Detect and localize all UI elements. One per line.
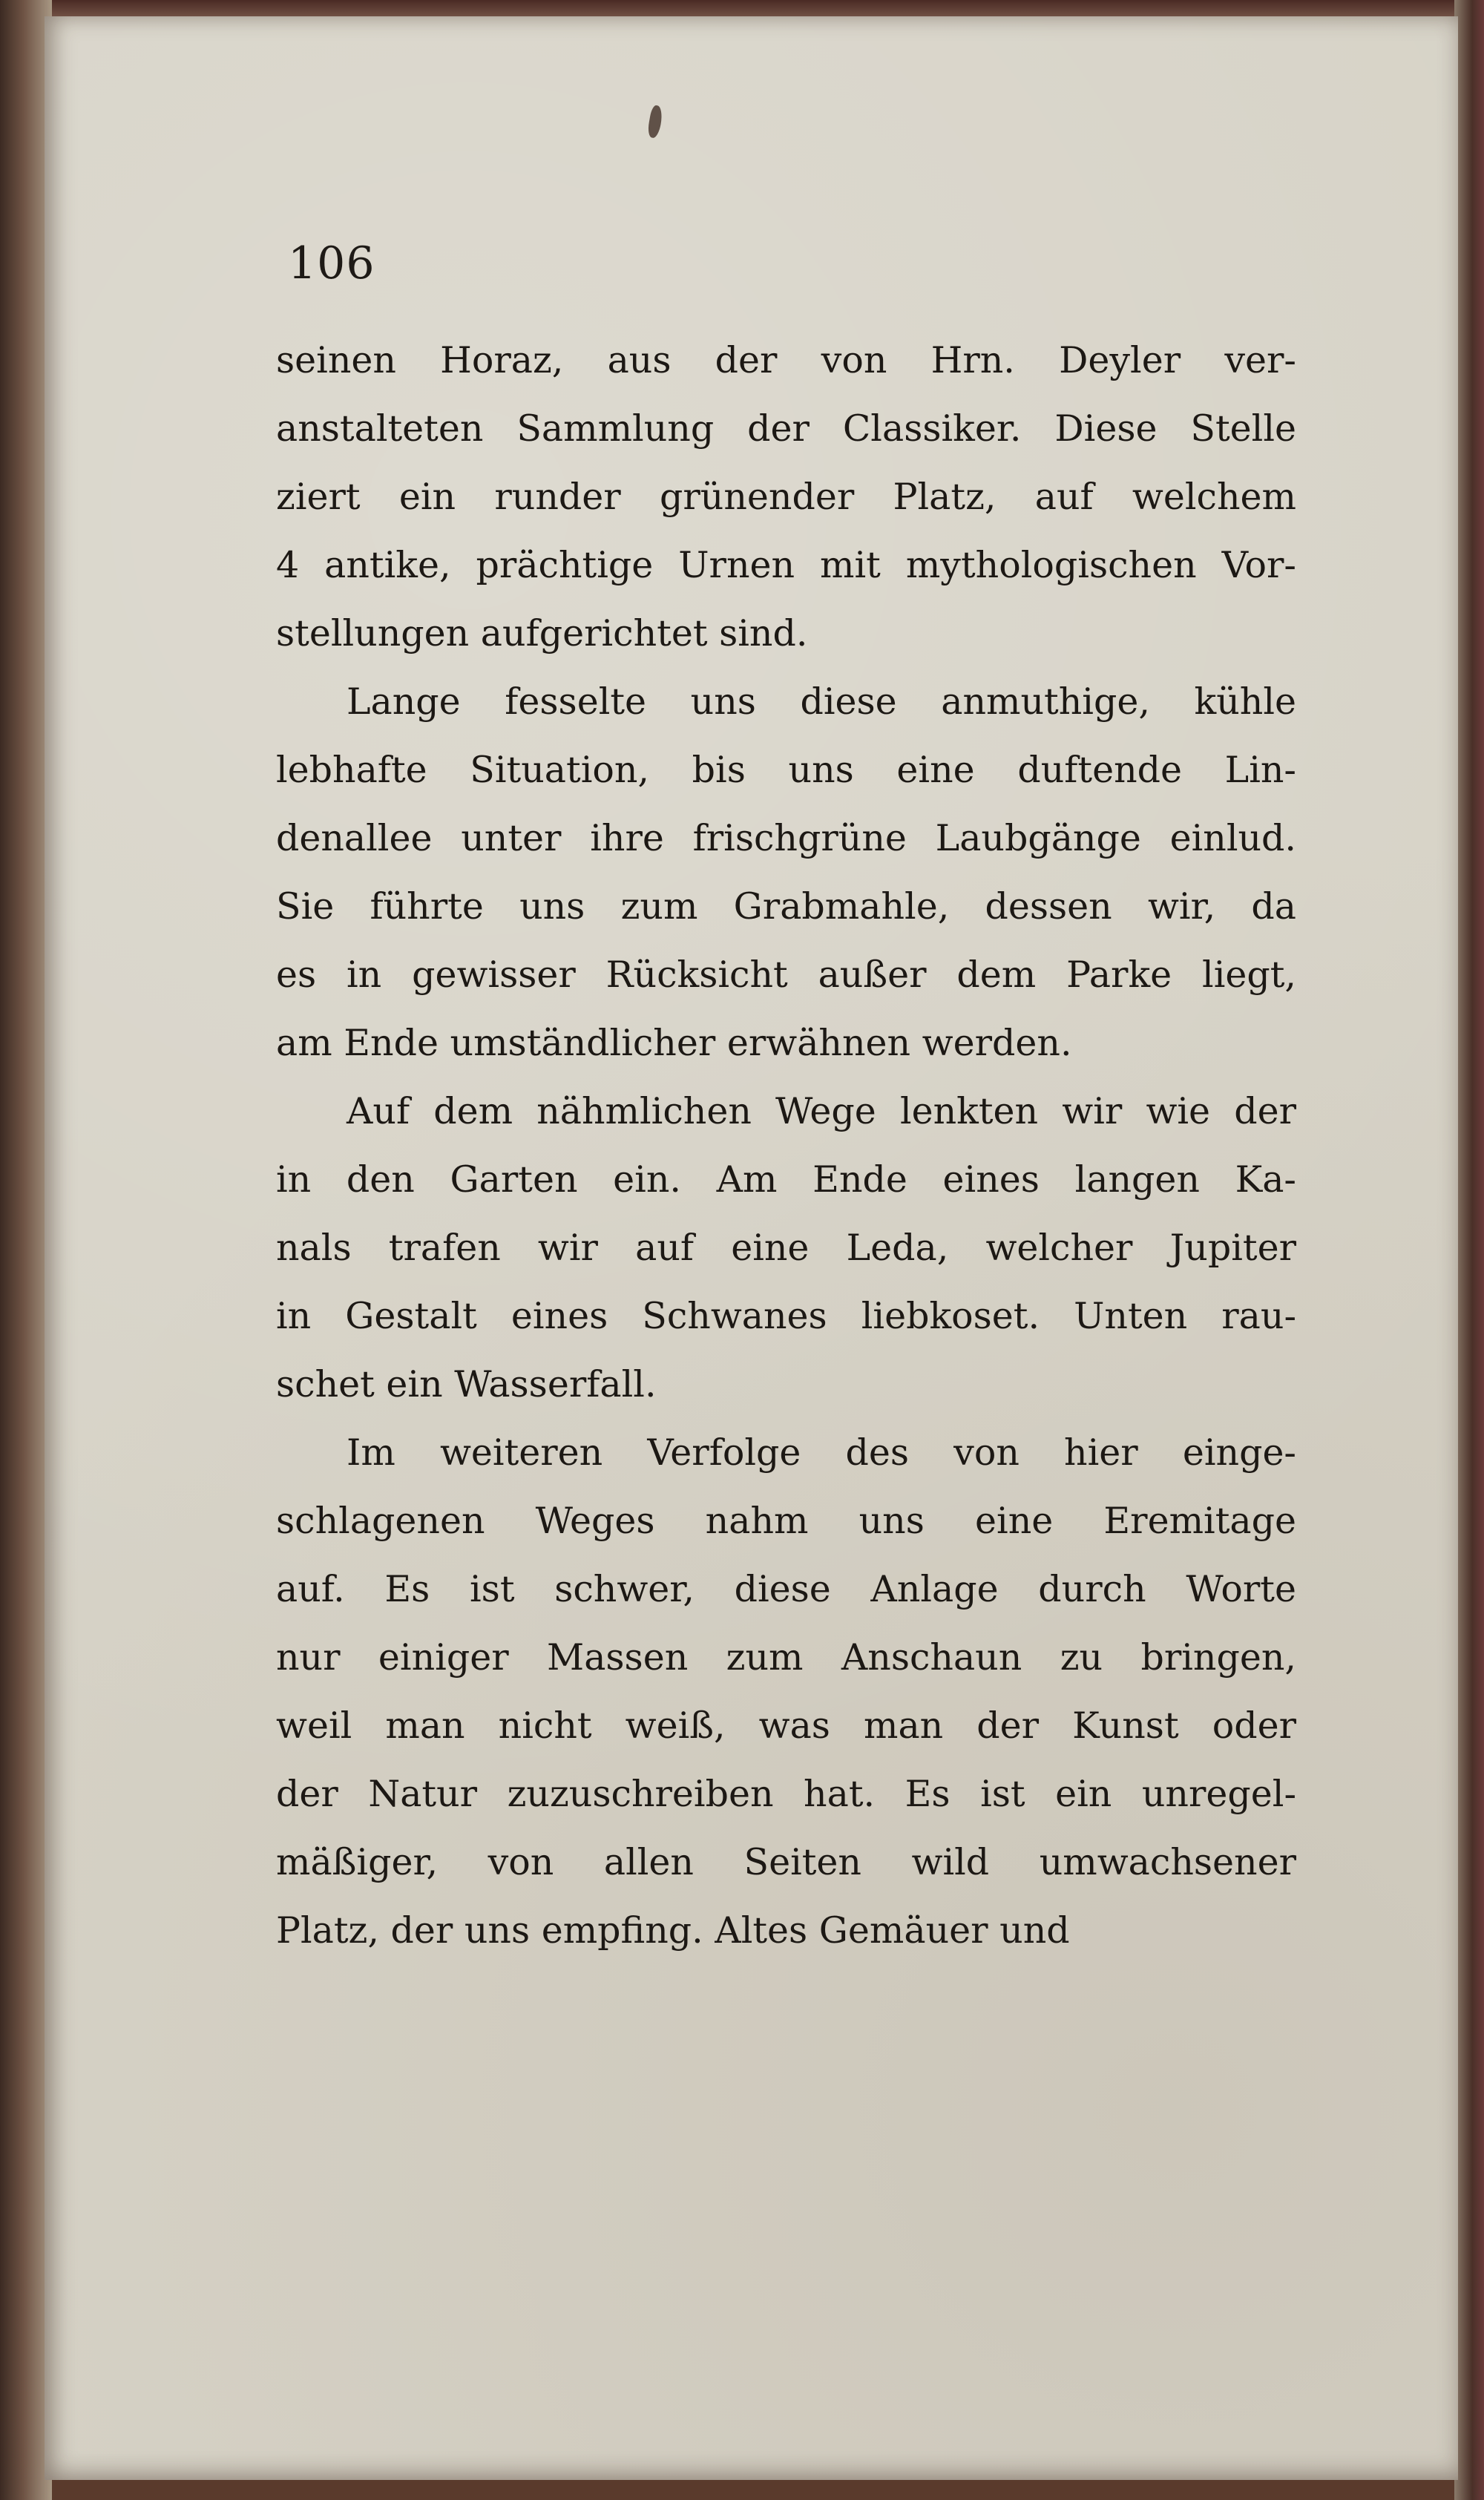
page-text — [276, 327, 1296, 1965]
text-line: Auf dem nähmlichen Wege lenkten wir wie der — [347, 1090, 1296, 1132]
text-line: nur einiger Massen zum Anschaun zu bringen, — [276, 1636, 1296, 1679]
text-line: Im weiteren Verfolge des von hier einge- — [347, 1431, 1296, 1474]
text-line: auf. Es ist schwer, diese Anlage durch Worte — [276, 1568, 1296, 1610]
paragraph — [276, 1077, 1296, 1419]
book-edge-right — [1454, 0, 1484, 2500]
text-line: mäßiger, von allen Seiten wild umwachsener — [276, 1841, 1296, 1883]
text-line: Sie führte uns zum Grabmahle, dessen wir, da — [276, 885, 1296, 928]
text-line: nals trafen wir auf eine Leda, welcher Jupiter — [276, 1227, 1296, 1269]
text-line: es in gewisser Rücksicht außer dem Parke liegt, — [276, 954, 1296, 996]
text-line: Lange fesselte uns diese anmuthige, kühle — [347, 680, 1296, 723]
text-line: der Natur zuzuschreiben hat. Es ist ein unregel- — [276, 1773, 1296, 1815]
text-line: stellungen aufgerichtet sind. — [276, 612, 808, 654]
text-line: lebhafte Situation, bis uns eine duftende Lin- — [276, 749, 1296, 791]
text-line: 4 antike, prächtige Urnen mit mythologischen Vor- — [276, 544, 1296, 586]
ink-blot — [646, 105, 663, 139]
text-line: schet ein Wasserfall. — [276, 1363, 657, 1405]
text-line: denallee unter ihre frischgrüne Laubgänge einlud. — [276, 817, 1296, 859]
page-number: 106 — [288, 237, 375, 289]
text-line: am Ende umständlicher erwähnen werden. — [276, 1022, 1072, 1064]
text-line: seinen Horaz, aus der von Hrn. Deyler ver- — [276, 339, 1296, 381]
text-line: Platz, der uns empfing. Altes Gemäuer und — [276, 1909, 1070, 1952]
text-line: in den Garten ein. Am Ende eines langen Ka- — [276, 1158, 1296, 1201]
text-line: ziert ein runder grünender Platz, auf welchem — [276, 476, 1296, 518]
text-line: schlagenen Weges nahm uns eine Eremitage — [276, 1500, 1296, 1542]
text-line: anstalteten Sammlung der Classiker. Diese Stelle — [276, 407, 1296, 450]
paragraph — [276, 1419, 1296, 1965]
text-line: weil man nicht weiß, was man der Kunst oder — [276, 1705, 1296, 1747]
paragraph — [276, 668, 1296, 1077]
paragraph — [276, 327, 1296, 668]
text-line: in Gestalt eines Schwanes liebkoset. Unten rau- — [276, 1295, 1296, 1337]
